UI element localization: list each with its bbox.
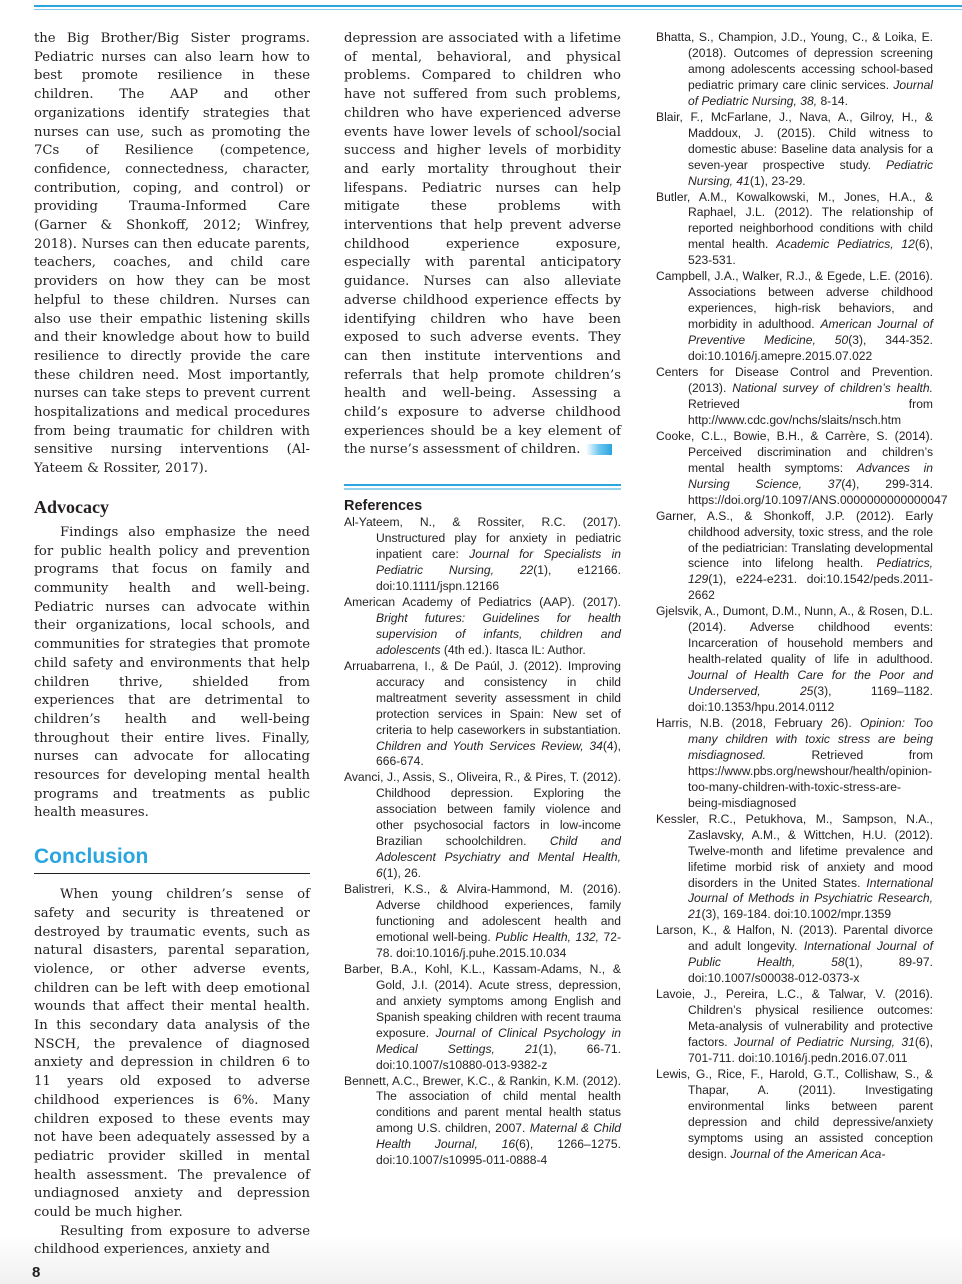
reference-source-title: Advances in Nursing Science, 37	[688, 460, 933, 491]
column-1	[34, 30, 310, 1260]
reference-authors-text: Gjelsvik, A., Dumont, D.M., Nunn, A., & Rosen, D.L. (2014). Adverse childhood events: Incarceration of household members and health-related quality of life in adulthood.	[656, 604, 933, 667]
reference-details-text: (3), 344-352. doi:10.1016/j.amepre.2015.07.022	[688, 333, 933, 364]
reference-details-text: (3), 1169–1182. doi:10.1353/hpu.2014.0112	[688, 684, 933, 715]
reference-details-text: (1), 66-71. doi:10.1007/s10880-013-9382-z	[376, 1041, 621, 1072]
reference-authors-text: Al-Yateem, N., & Rossiter, R.C. (2017). Unstructured play for anxiety in pediatric inpatient care:	[344, 515, 621, 562]
reference-entry	[656, 987, 933, 1067]
reference-authors-text: Centers for Disease Control and Prevention. (2013).	[656, 365, 933, 395]
reference-details-text: Retrieved from https://www.pbs.org/newshour/health/opinion-too-many-children-with-toxic-stress-are-being-misdiagnosed	[688, 747, 933, 810]
reference-authors-text: Lavoie, J., Pereira, L.C., & Talwar, V. (2016). Children’s physical resilience outcomes: Meta-analysis of vulnerability and protective factors.	[656, 987, 933, 1050]
column-2	[344, 30, 621, 1169]
reference-source-title: Pediatric Nursing, 41	[688, 157, 933, 188]
reference-source-title: Opinion: Too many children with toxic stress are being misdiagnosed.	[688, 715, 934, 762]
reference-authors-text: Cooke, C.L., Bowie, B.H., & Carrère, S. (2014). Perceived discrimination and children’s mental health symptoms:	[656, 428, 933, 475]
references-rule	[344, 484, 621, 490]
advocacy-heading: Advocacy	[34, 496, 109, 517]
reference-source-title: Journal for Specialists in Pediatric Nursing, 22	[376, 547, 621, 578]
paragraph-depression	[344, 30, 621, 460]
reference-source-title: Journal of the American Aca-	[730, 1146, 886, 1161]
reference-details-text: (6), 1266–1275. doi:10.1007/s10995-011-0888-4	[376, 1137, 621, 1168]
reference-source-title: Children and Youth Services Review, 34	[376, 738, 603, 753]
reference-authors-text: Lewis, G., Rice, F., Harold, G.T., Collishaw, S., & Thapar, A. (2011). Investigating environmental links between parent depression and child depressive/anxiety symptoms using an assisted conception design.	[656, 1066, 933, 1161]
reference-details-text: (1), e12166. doi:10.1111/jspn.12166	[376, 563, 622, 593]
reference-source-title: Maternal & Child Health Journal, 16	[376, 1121, 621, 1152]
reference-authors-text: Larson, K., & Halfon, N. (2013). Parental divorce and adult longevity.	[656, 923, 933, 954]
reference-entry	[656, 812, 933, 924]
reference-details-text: 8-14.	[817, 93, 849, 108]
reference-source-title: Journal of Pediatric Nursing, 31	[734, 1035, 915, 1050]
reference-entry	[656, 604, 933, 716]
reference-entry	[656, 1067, 933, 1163]
reference-entry	[344, 659, 621, 771]
reference-entry	[656, 190, 933, 270]
reference-entry	[656, 923, 933, 987]
paragraph-advocacy: Findings also emphasize the need for public health policy and prevention programs that focus on family and community health and well-being. Pediatric nurses can advocate within their organizations, local schools, and communities for strategies that promote child safety and environments that help children thrive, shielded from experiences that are detrimental to children’s health and well-being throughout their entire lives. Finally, nurses can advocate for allocating resources for developing mental health programs and treatments as public health measures.	[34, 524, 310, 821]
reference-entry	[344, 1074, 621, 1170]
reference-source-title: Pediatrics, 129	[688, 556, 933, 587]
reference-authors-text: Kessler, R.C., Petukhova, M., Sampson, N.A., Zaslavsky, A.M., & Wittchen, H.U. (2012). Twelve-month and lifetime prevalence and lifetime morbid risk of anxiety and mood disorders in the United States.	[656, 811, 933, 890]
reference-entry	[344, 962, 621, 1074]
reference-entry	[656, 365, 933, 429]
reference-authors-text: Butler, A.M., Kowalkowski, M., Jones, H.A., & Raphael, J.L. (2012). The relationship of reported neighborhood conditions with child mental health.	[656, 189, 933, 252]
reference-details-text: (3), 169-184. doi:10.1002/mpr.1359	[701, 907, 892, 922]
reference-authors-text: Campbell, J.A., Walker, R.J., & Egede, L.E. (2016). Associations between adverse childhood experiences, high-risk behaviors, and morbidity in adulthood.	[656, 269, 933, 332]
reference-authors-text: Avanci, J., Assis, S., Oliveira, R., & Pires, T. (2012). Childhood depression. Exploring the association between family violence and other psychosocial factors in low-income Brazilian schoolchildren.	[344, 770, 621, 849]
reference-entry	[656, 428, 948, 509]
reference-source-title: Bright futures: Guidelines for health supervision of infants, children and adolescents	[376, 610, 621, 657]
reference-source-title: Child and Adolescent Psychiatry and Mental Health, 6	[376, 834, 621, 881]
reference-entry	[656, 509, 933, 605]
reference-source-title: Journal of Pediatric Nursing, 38,	[688, 77, 933, 108]
reference-source-title: Journal of Clinical Psychology in Medical Settings, 21	[376, 1025, 621, 1056]
reference-authors-text: Bhatta, S., Champion, J.D., Young, C., & Loika, E. (2018). Outcomes of depression screening among adolescents accessing school-based pediatric primary care clinic services.	[656, 30, 933, 92]
reference-authors-text: Barber, B.A., Kohl, K.L., Kassam-Adams, N., & Gold, J.I. (2014). Acute stress, depression, and anxiety symptoms among English and Spanish speaking children with recent trauma exposure.	[344, 961, 621, 1040]
reference-details-text: (1), 89-97. doi:10.1007/s00038-012-0373-x	[688, 955, 933, 986]
reference-details-text: (4th ed.). Itasca IL: Author.	[440, 642, 586, 657]
reference-details-text: (6), 701-711. doi:10.1016/j.pedn.2016.07.011	[688, 1035, 934, 1065]
paragraph-conclusion-2: Resulting from exposure to adverse childhood experiences, anxiety and	[34, 1223, 310, 1258]
column-3	[656, 30, 948, 1163]
end-of-article-mark	[586, 444, 612, 455]
reference-authors-text: Arruabarrena, I., & De Paúl, J. (2012). Improving accuracy and consistency in child maltreatment severity assessment in child protection services in Spain: New set of criteria to help caseworkers in substantiation.	[344, 658, 621, 737]
reference-authors-text: Balistreri, K.S., & Alvira-Hammond, M. (2016). Adverse childhood experiences, family functioning and adolescent health and emotional well-being.	[344, 882, 621, 944]
top-rule	[34, 5, 962, 10]
reference-details-text: 72-78. doi:10.1016/j.puhe.2015.10.034	[376, 929, 621, 960]
reference-details-text: (1), e224-e231. doi:10.1542/peds.2011-2662	[688, 572, 933, 603]
reference-entry	[656, 269, 933, 365]
conclusion-heading: Conclusion	[34, 845, 310, 874]
paragraph-depression-text: depression are associated with a lifetime of mental, behavioral, and physical problems. Compared to children who have not suffered from such problems, children who have experienced adverse events have lower levels of school/social success and higher levels of morbidity and early mortality throughout their lifespans. Pediatric nurses can help mitigate these problems with interventions that help prevent adverse childhood experience exposure, especially with parental anticipatory guidance. Nurses can also alleviate adverse childhood experience effects by identifying children who have been exposed to such adverse events. They can then institute interventions and referrals that help promote children’s health and well-being. Assessing a child’s exposure to adverse childhood experiences should be a key element of the nurse’s assessment of children.	[344, 31, 621, 458]
reference-details-text: (6), 523-531.	[688, 237, 933, 268]
reference-entry	[656, 110, 933, 190]
reference-source-title: American Journal of Preventive Medicine, 50	[688, 317, 933, 348]
reference-authors-text: American Academy of Pediatrics (AAP). (2017).	[344, 594, 621, 609]
references-list-col2	[344, 515, 621, 1169]
reference-entry	[656, 716, 933, 812]
reference-entry	[344, 882, 621, 962]
references-list-col3	[656, 30, 948, 1163]
reference-authors-text: Blair, F., McFarlane, J., Nava, A., Gilroy, H., & Maddoux, J. (2015). Child witness to domestic abuse: Baseline data analysis for a seven-year prospective study.	[656, 109, 933, 172]
reference-source-title: Journal of Health Care for the Poor and Underserved, 25	[688, 668, 933, 699]
reference-source-title: International Journal of Public Health, 58	[688, 939, 933, 970]
reference-entry	[344, 770, 621, 882]
references-heading: References	[344, 498, 423, 515]
reference-authors-text: Garner, A.S., & Shonkoff, J.P. (2012). Early childhood adversity, toxic stress, and the role of the pediatrician: Translating developmental science into lifelong health.	[656, 508, 933, 571]
reference-entry	[344, 515, 621, 595]
reference-details-text: (1), 23-29.	[749, 173, 806, 188]
reference-entry	[344, 595, 621, 659]
reference-details-text: (4), 666-674.	[376, 738, 621, 769]
reference-source-title: International Journal of Methods in Psychiatric Research, 21	[688, 875, 933, 922]
reference-authors-text: Bennett, A.C., Brewer, K.C., & Rankin, K.M. (2012). The association of child mental health conditions and parent mental health status among U.S. children, 2007.	[344, 1073, 621, 1136]
reference-source-title: Academic Pediatrics, 12	[776, 237, 915, 252]
reference-authors-text: Harris, N.B. (2018, February 26).	[656, 715, 860, 730]
reference-details-text: Retrieved from http://www.cdc.gov/nchs/slaits/nsch.htm	[688, 396, 933, 427]
reference-source-title: National survey of children’s health.	[732, 380, 933, 395]
reference-entry	[656, 30, 933, 110]
page-number: 8	[32, 1264, 41, 1281]
paragraph-conclusion-1: When young children’s sense of safety and security is threatened or destroyed by traumatic events, such as natural disasters, parental separation, violence, or other adverse events, children can be left with deep emotional wounds that affect their mental health. In this secondary data analysis of the NSCH, the prevalence of diagnosed anxiety and depression in children 6 to 11 years old exposed to adverse childhood experiences is 6%. Many children exposed to these events may not have been adequately assessed by a pediatric provider skilled in mental health assessment. The prevalence of undiagnosed anxiety and depression could be much higher.	[34, 887, 310, 1221]
reference-details-text: (4), 299-314. https://doi.org/10.1097/ANS.0000000000000047	[688, 476, 948, 507]
reference-source-title: Public Health, 132,	[495, 929, 600, 944]
paragraph-resilience: the Big Brother/Big Sister programs. Pediatric nurses can also learn how to best promote resilience in these children. The AAP and other organizations identify strategies that nurses can use, such as promoting the 7Cs of Resilience (competence, confidence, connectedness, character, contribution, coping, and control) or providing Trauma-Informed Care (Garner & Shonkoff, 2012; Winfrey, 2018). Nurses can then educate parents, teachers, coaches, and child care providers on how they can be most helpful to these children. Nurses can also use their empathic listening skills and their knowledge about how to build resilience to directly provide the care these children need. Most importantly, nurses can take steps to prevent current hospitalizations and medical procedures from being traumatic for children with sensitive nursing interventions (Al-Yateem & Rossiter, 2017).	[34, 31, 310, 477]
reference-details-text: (1), 26.	[382, 866, 422, 881]
